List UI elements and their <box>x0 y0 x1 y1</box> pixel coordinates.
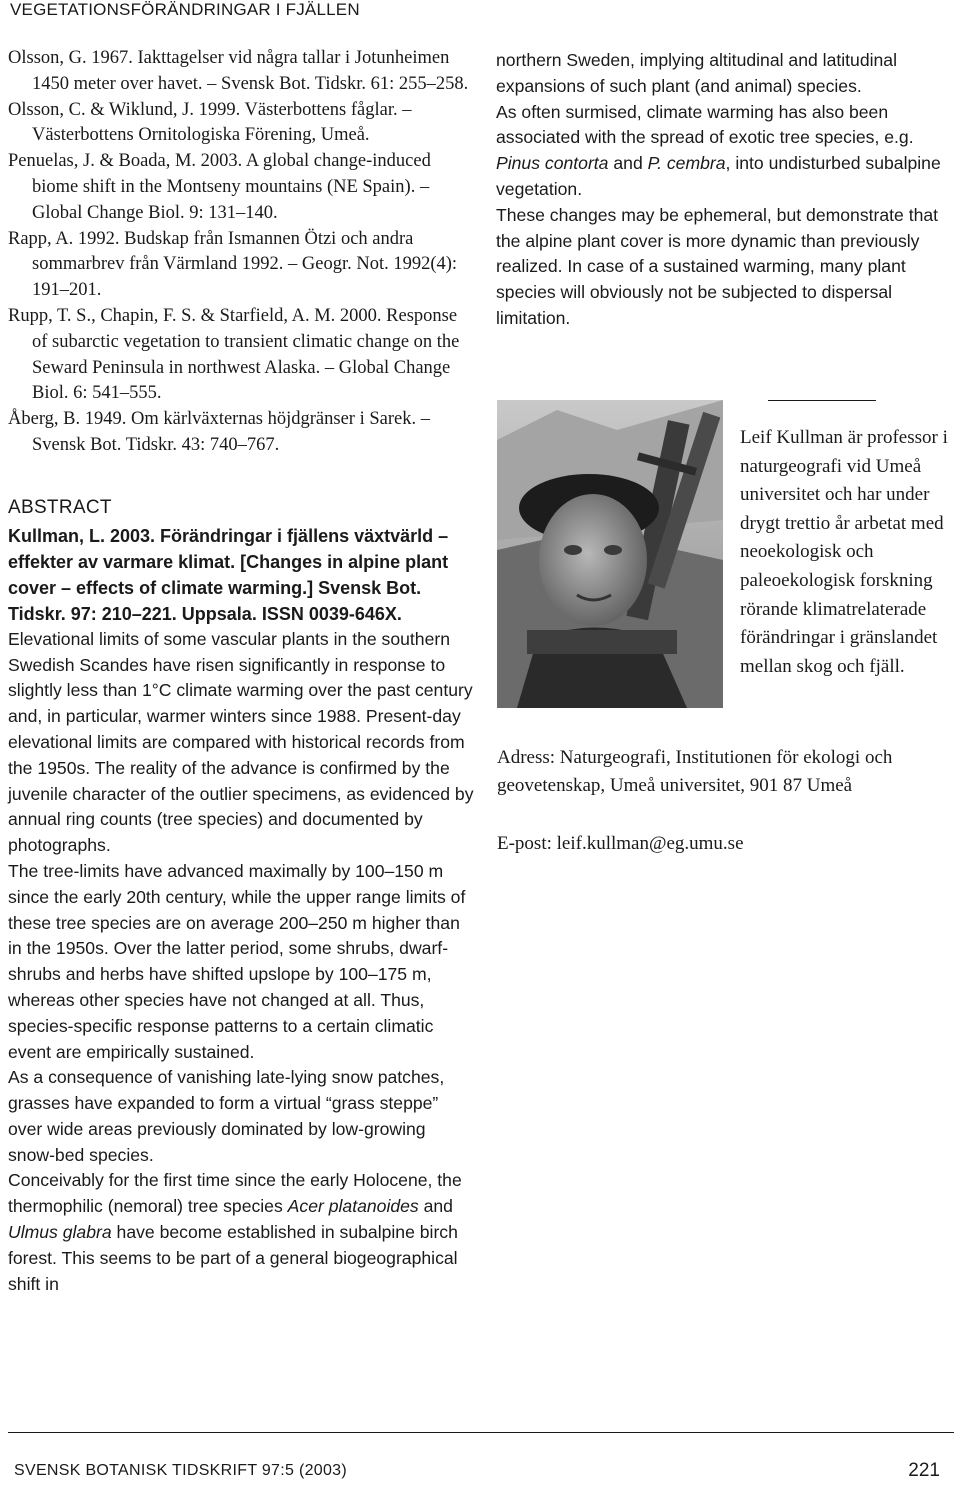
species-name: P. cembra <box>647 153 726 174</box>
species-name: Ulmus glabra <box>8 1222 112 1243</box>
reference-item: Rapp, A. 1992. Budskap från Ismannen Ötzi och andra sommarbrev från Värmland 1992. – Geogr. Not. 1992(4): 191–201. <box>8 228 458 301</box>
species-name: Pinus contorta <box>496 153 609 174</box>
abstract-paragraph: As often surmised, climate warming has also been associated with the spread of exotic tree species, e.g. Pinus contorta and P. cembra, into undisturbed subalpine vegetation. <box>496 101 941 199</box>
abstract-paragraph: Elevational limits of some vascular plants in the southern Swedish Scandes have risen significantly in response to slightly less than 1°C climate warming over the past century and, in particular, warmer winters since 1988. Present-day elevational limits are compared with historical records from the 1950s. The reality of the advance is confirmed by the juvenile character of the outlier specimens, as evidenced by annual ring counts (tree species) and documented by photographs. <box>8 628 474 856</box>
reference-item: Penuelas, J. & Boada, M. 2003. A global change-induced biome shift in the Montseny mountains (NE Spain). – Global Change Biol. 9: 131–140. <box>8 151 431 223</box>
abstract-paragraph: The tree-limits have advanced maximally by 100–150 m since the early 20th century, while the upper range limits of these tree species are on average 200–250 m higher than in the 1950s. Over the latter period, some shrubs, dwarf-shrubs and herbs have shifted upslope by 100–175 m, whereas other species have not changed at all. Thus, species-specific response patterns to a certain climatic event are empirically sustained. <box>8 860 466 1062</box>
reference-item: Olsson, C. & Wiklund, J. 1999. Västerbottens fåglar. – Västerbottens Ornitologiska Förening, Umeå. <box>8 99 412 146</box>
reference-item: Rupp, T. S., Chapin, F. S. & Starfield, A. M. 2000. Response of subarctic vegetation to transient climatic change on the Seward Peninsula in northwest Alaska. – Global Change Biol. 6: 541–555. <box>8 305 460 404</box>
author-photo <box>497 400 723 708</box>
author-email: E-post: leif.kullman@eg.umu.se <box>497 833 744 854</box>
bio-divider <box>768 400 876 401</box>
reference-item: Åberg, B. 1949. Om kärlväxternas höjdgränser i Sarek. – Svensk Bot. Tidskr. 43: 740–767. <box>8 409 430 455</box>
right-column <box>496 48 956 332</box>
author-address: Adress: Naturgeografi, Institutionen för ekologi och geovetenskap, Umeå universitet, 901 87 Umeå <box>497 747 893 797</box>
footer-journal-title: SVENSK BOTANISK TIDSKRIFT 97:5 (2003) <box>14 1462 347 1479</box>
page-number: 221 <box>908 1460 940 1481</box>
reference-list <box>8 46 474 459</box>
abstract-paragraph: These changes may be ephemeral, but demonstrate that the alpine plant cover is more dynamic than previously realized. In case of a sustained warming, many plant species will obviously not be subjected to dispersal limitation. <box>496 204 939 328</box>
species-name: Acer platanoides <box>287 1196 419 1217</box>
abstract-paragraph-continued: northern Sweden, implying altitudinal and latitudinal expansions of such plant (and animal) species. <box>496 50 897 96</box>
abstract-paragraph: As a consequence of vanishing late-lying snow patches, grasses have expanded to form a virtual “grass steppe” over wide areas previously dominated by low-growing snow-bed species. <box>8 1067 445 1165</box>
abstract-heading: ABSTRACT <box>8 496 112 518</box>
left-column <box>8 46 474 1297</box>
author-bio: Leif Kullman är professor i naturgeografi vid Umeå universitet och har under drygt trettio år arbetat med neoekologisk och paleoekologisk forskning rörande klimatrelaterade förändringar i gränslandet mellan skog och fjäll. <box>740 427 948 677</box>
running-head: VEGETATIONSFÖRÄNDRINGAR I FJÄLLEN <box>10 0 360 19</box>
abstract-paragraph: Conceivably for the first time since the early Holocene, the thermophilic (nemoral) tree species Acer platanoides and Ulmus glabra have become established in subalpine birch forest. This seems to be part of a general biogeographical shift in <box>8 1170 462 1294</box>
reference-item: Olsson, G. 1967. Iakttagelser vid några tallar i Jotunheimen 1450 meter over havet. – Svensk Bot. Tidskr. 61: 255–258. <box>8 48 469 94</box>
footer-divider <box>8 1432 954 1433</box>
abstract-citation: Kullman, L. 2003. Förändringar i fjällens växtvärld – effekter av varmare klimat. [Changes in alpine plant cover – effects of climate warming.] Svensk Bot. Tidskr. 97: 210–221. Uppsala. ISSN 0039-646X. <box>8 525 449 624</box>
